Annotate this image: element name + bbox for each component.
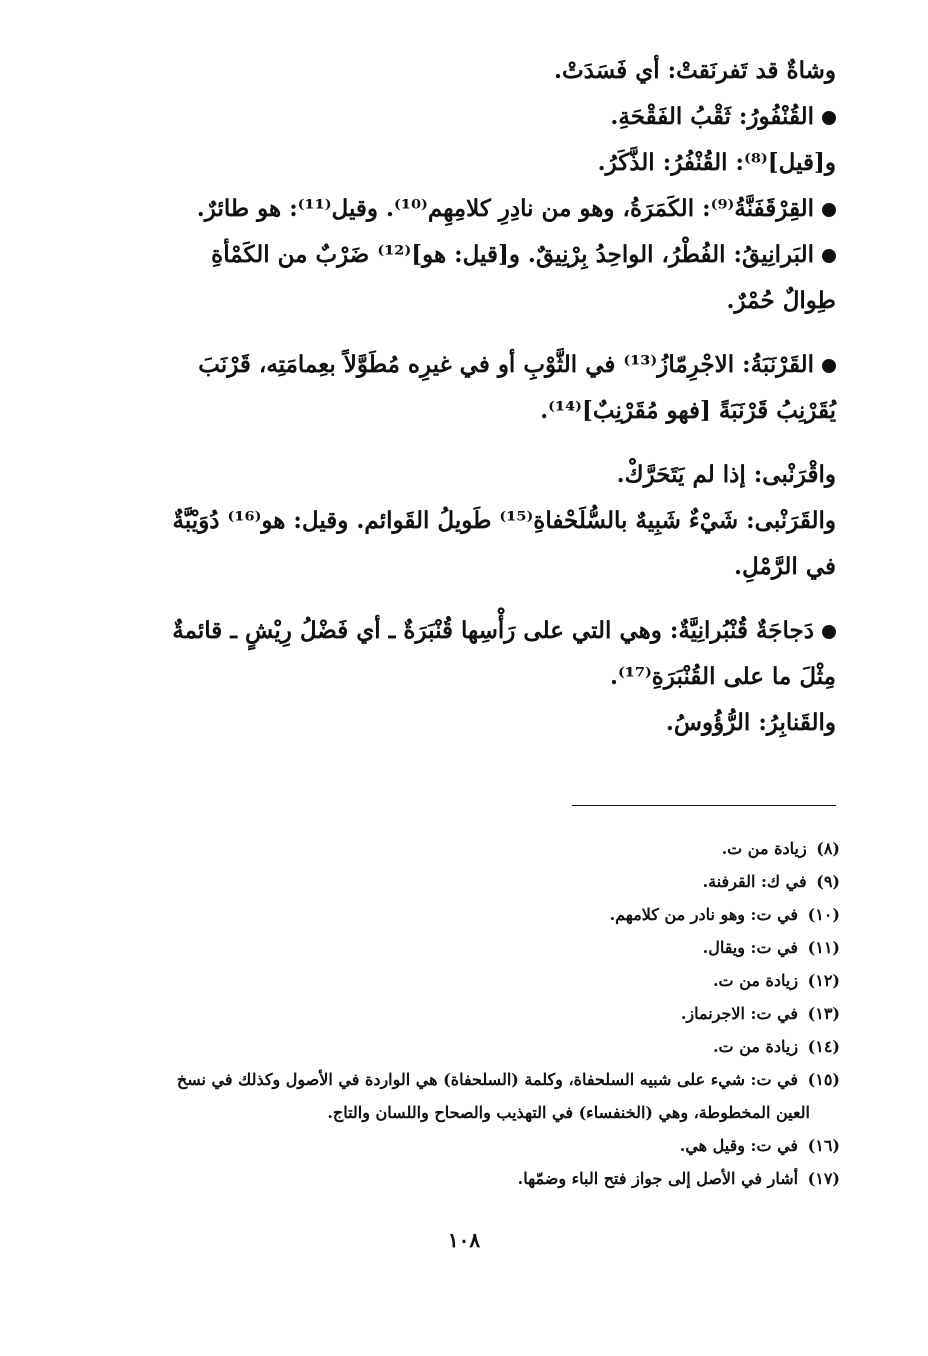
footnote-number: (١٣) bbox=[807, 1004, 840, 1023]
paragraph-gap bbox=[100, 434, 836, 452]
line-text: طِوالٌ حُمْرٌ. bbox=[726, 287, 836, 314]
footnote-9 bbox=[108, 865, 840, 898]
footnote-14 bbox=[108, 1030, 840, 1063]
footnote-text: زيادة من ت. bbox=[721, 839, 807, 858]
page-number: ١٠٨ bbox=[447, 1228, 481, 1252]
bullet-icon bbox=[822, 111, 836, 125]
bullet-icon bbox=[822, 203, 836, 217]
footnote-number: (٨) bbox=[816, 839, 840, 858]
footnote-number: (٩) bbox=[816, 872, 840, 891]
line-text: البَرانِيقُ: الفُطْرُ، الواحِدُ بِرْنِيقٌ. و[قيل: هو]⁽¹²⁾ ضَرْبٌ من الكَمْأةِ bbox=[211, 241, 814, 268]
text-line-8 bbox=[100, 388, 836, 434]
line-text: واقْرَنْبى: إذا لم يَتَحَرَّكْ. bbox=[616, 461, 836, 488]
footnote-text: في ك: القرفنة. bbox=[702, 872, 807, 891]
line-text: مِثْلَ ما على القُنْبَرَةِ⁽¹⁷⁾. bbox=[609, 663, 836, 690]
text-line-10 bbox=[100, 498, 836, 544]
text-line-2 bbox=[100, 94, 836, 140]
line-text: و[قيل]⁽⁸⁾: القُنْفُرُ: الذَّكَرُ. bbox=[597, 149, 836, 176]
bullet-icon bbox=[822, 249, 836, 263]
footnote-text: في ت: شيء على شبيه السلحفاة، وكلمة (السلحفاة) هي الواردة في الأصول وكذلك في نسخ bbox=[176, 1070, 799, 1089]
footnote-text: زيادة من ت. bbox=[712, 1037, 799, 1056]
footnotes bbox=[108, 832, 840, 1195]
text-line-12 bbox=[100, 608, 836, 654]
footnote-13 bbox=[108, 997, 840, 1030]
footnote-number: (١٤) bbox=[807, 1037, 840, 1056]
line-text: يُقَرْنِبُ قَرْنَبَةً [فهو مُقَرْنِبٌ]⁽¹⁴⁾. bbox=[540, 397, 836, 424]
line-text: في الرَّمْلِ. bbox=[733, 553, 836, 580]
footnote-number: (١٧) bbox=[807, 1169, 840, 1188]
paragraph-gap bbox=[100, 324, 836, 342]
footnote-text: في ت: الاجرنماز. bbox=[680, 1004, 799, 1023]
footnote-number: (١٦) bbox=[807, 1136, 840, 1155]
text-line-6 bbox=[100, 278, 836, 324]
footnote-17 bbox=[108, 1162, 840, 1195]
text-line-13 bbox=[100, 654, 836, 700]
line-text: وشاةٌ قد تَفرنَقتْ: أي فَسَدَتْ. bbox=[553, 57, 836, 84]
footnote-text: العين المخطوطة، وهي (الخنفساء) في التهذيب والصحاح واللسان والتاج. bbox=[327, 1103, 810, 1122]
text-line-14 bbox=[100, 700, 836, 746]
footnote-8 bbox=[108, 832, 840, 865]
footnote-12 bbox=[108, 964, 840, 997]
line-text: القَرْنَبَةُ: الاجْرِمّازُ⁽¹³⁾ في الثَّوْبِ أو في غيرِه مُطَوَّلاً بعِمامَتِه، قَرْنَبَ bbox=[198, 351, 814, 378]
footnote-divider bbox=[572, 805, 836, 806]
footnote-number: (١٢) bbox=[807, 971, 840, 990]
footnote-text: في ت: وهو نادر من كلامهم. bbox=[609, 905, 799, 924]
line-text: والقَرَنْبى: شَيْءٌ شَبِيهٌ بالسُّلَحْفاةِ⁽¹⁵⁾ طَويلُ القَوائم. وقيل: هو⁽¹⁶⁾ دُوَيْبَّةٌ bbox=[172, 507, 836, 534]
text-line-11 bbox=[100, 544, 836, 590]
text-line-4 bbox=[100, 186, 836, 232]
line-text: والقَنابِرُ: الرُّؤُوسُ. bbox=[665, 709, 836, 736]
text-line-1 bbox=[100, 48, 836, 94]
footnote-text: في ت: وقيل هي. bbox=[679, 1136, 799, 1155]
text-line-3 bbox=[100, 140, 836, 186]
bullet-icon bbox=[822, 359, 836, 373]
paragraph-gap bbox=[100, 590, 836, 608]
line-text: القِرْقَفَنَّةُ⁽⁹⁾: الكَمَرَةُ، وهو من نادِرِ كلامِهِم⁽¹⁰⁾. وقيل⁽¹¹⁾: هو طائرٌ. bbox=[196, 195, 814, 222]
footnote-number: (١٥) bbox=[807, 1070, 840, 1089]
text-line-9 bbox=[100, 452, 836, 498]
footnote-15-continuation bbox=[108, 1096, 840, 1129]
text-line-7 bbox=[100, 342, 836, 388]
line-text: دَجاجَةٌ قُنْبُرانِيَّةٌ: وهي التي على رَأْسِها قُنْبَرَةٌ ـ أي فَضْلُ رِيْشٍ ـ قائمةٌ bbox=[172, 617, 814, 644]
footnote-10 bbox=[108, 898, 840, 931]
footnote-16 bbox=[108, 1129, 840, 1162]
main-text bbox=[100, 48, 836, 746]
text-line-5 bbox=[100, 232, 836, 278]
bullet-icon bbox=[822, 625, 836, 639]
footnote-number: (١١) bbox=[807, 938, 840, 957]
footnote-15 bbox=[108, 1063, 840, 1096]
footnote-text: زيادة من ت. bbox=[712, 971, 799, 990]
footnote-text: في ت: ويقال. bbox=[702, 938, 799, 957]
footnote-number: (١٠) bbox=[807, 905, 840, 924]
footnote-11 bbox=[108, 931, 840, 964]
line-text: القُنْفُورُ: ثَقْبُ الفَقْحَةِ. bbox=[610, 103, 814, 130]
footnote-text: أشار في الأصل إلى جواز فتح الباء وضمّها. bbox=[517, 1169, 799, 1188]
